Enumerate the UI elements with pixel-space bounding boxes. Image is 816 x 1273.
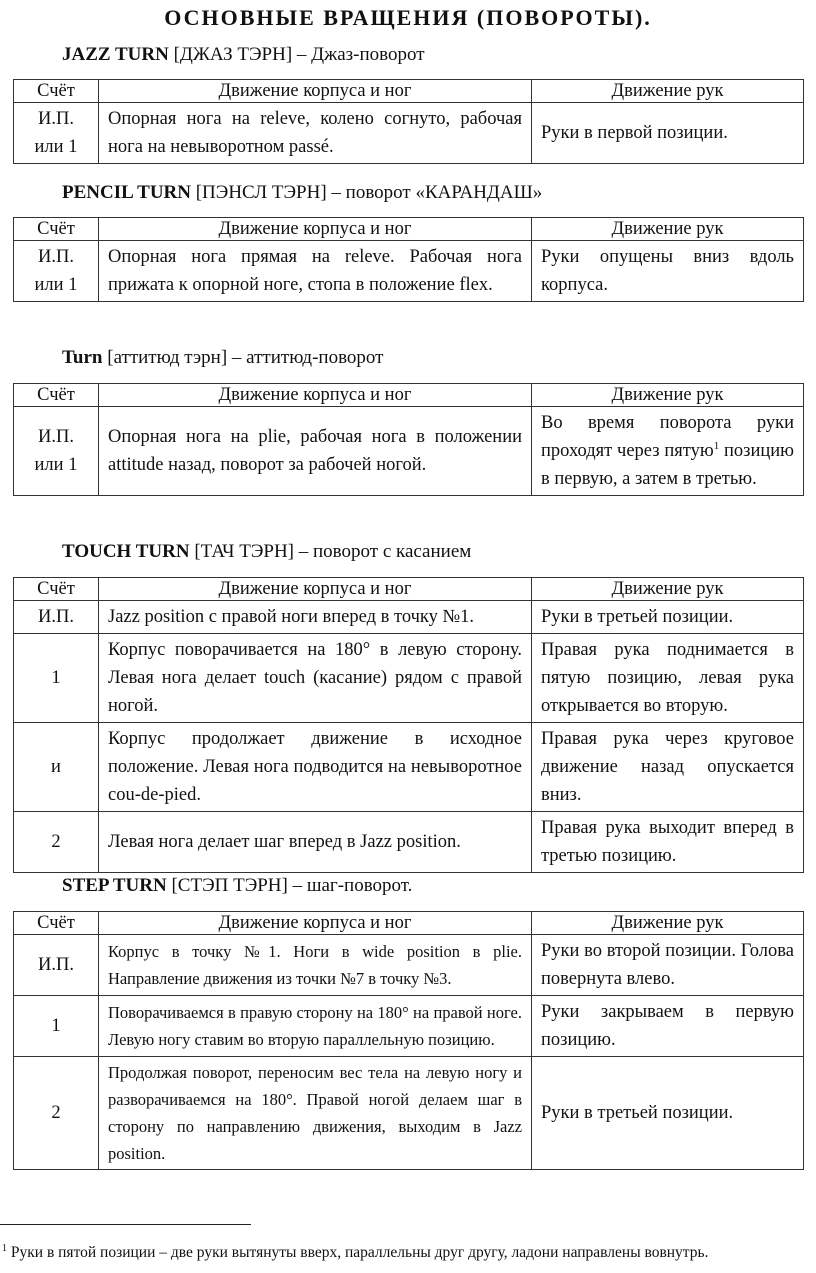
header-arms: Движение рук — [532, 218, 804, 241]
table-step-turn — [13, 911, 804, 1170]
cell-count: И.П. — [14, 601, 99, 634]
cell-arms: Руки во второй позиции. Голова повернута влево. — [532, 935, 804, 996]
header-arms: Движение рук — [532, 384, 804, 407]
header-count: Счёт — [14, 912, 99, 935]
table-row — [14, 241, 804, 302]
header-arms: Движение рук — [532, 912, 804, 935]
cell-body: Поворачиваемся в правую сторону на 180° на правой ноге. Левую ногу ставим во вторую параллельную позицию. — [99, 996, 532, 1057]
cell-arms: Руки закрываем в первую позицию. — [532, 996, 804, 1057]
table-header-row — [14, 578, 804, 601]
section-heading-jazz-turn: JAZZ TURN [ДЖАЗ ТЭРН] – Джаз-поворот — [62, 44, 425, 65]
table-row — [14, 103, 804, 164]
cell-body: Jazz position с правой ноги вперед в точку №1. — [99, 601, 532, 634]
table-row — [14, 1057, 804, 1170]
cell-body: Опорная нога прямая на releve. Рабочая нога прижата к опорной ноге, стопа в положение flex. — [99, 241, 532, 302]
header-body: Движение корпуса и ног — [99, 80, 532, 103]
table-header-row — [14, 912, 804, 935]
section-heading-pencil-turn: PENCIL TURN [ПЭНСЛ ТЭРН] – поворот «КАРАНДАШ» — [62, 182, 543, 203]
table-row — [14, 634, 804, 723]
cell-body: Продолжая поворот, переносим вес тела на левую ногу и разворачиваемся на 180°. Правой ногой делаем шаг в сторону по направлению движения, выходим в Jazz position. — [99, 1057, 532, 1170]
table-pencil-turn — [13, 217, 804, 302]
cell-body: Корпус в точку №1. Ноги в wide position в plie. Направление движения из точки №7 в точку №3. — [99, 935, 532, 996]
cell-body: Опорная нога на releve, колено согнуто, рабочая нога на невыворотном passé. — [99, 103, 532, 164]
header-count: Счёт — [14, 578, 99, 601]
footnote-marker: 1 — [713, 439, 720, 452]
cell-arms: Правая рука поднимается в пятую позицию, левая рука открывается во вторую. — [532, 634, 804, 723]
cell-arms: Во время поворота руки проходят через пятую$^1$ позицию в первую, а затем в третью. — [532, 407, 804, 496]
header-arms: Движение рук — [532, 578, 804, 601]
cell-arms: Руки опущены вниз вдоль корпуса. — [532, 241, 804, 302]
table-row — [14, 601, 804, 634]
footnote-divider — [0, 1224, 251, 1225]
table-attitude-turn — [13, 383, 804, 496]
cell-arms: Руки в первой позиции. — [532, 103, 804, 164]
header-count: Счёт — [14, 384, 99, 407]
table-touch-turn — [13, 577, 804, 873]
header-body: Движение корпуса и ног — [99, 218, 532, 241]
cell-body: Опорная нога на plie, рабочая нога в положении attitude назад, поворот за рабочей ногой. — [99, 407, 532, 496]
footnote-number: 1 — [2, 1242, 7, 1254]
footnote-text: Руки в пятой позиции – две руки вытянуты вверх, параллельны друг другу, ладони направлены вовнутрь. — [7, 1244, 709, 1261]
table-jazz-turn — [13, 79, 804, 164]
table-row — [14, 812, 804, 873]
cell-count: И.П. или 1 — [14, 103, 99, 164]
cell-arms: Руки в третьей позиции. — [532, 1057, 804, 1170]
header-count: Счёт — [14, 218, 99, 241]
table-row — [14, 935, 804, 996]
header-arms: Движение рук — [532, 80, 804, 103]
section-heading-attitude-turn: Turn [аттитюд тэрн] – аттитюд-поворот — [62, 347, 384, 368]
table-header-row — [14, 80, 804, 103]
cell-count: И.П. или 1 — [14, 407, 99, 496]
cell-count: И.П. или 1 — [14, 241, 99, 302]
cell-arms: Правая рука через круговое движение назад опускается вниз. — [532, 723, 804, 812]
cell-body: Корпус поворачивается на 180° в левую сторону. Левая нога делает touch (касание) рядом с правой ногой. — [99, 634, 532, 723]
cell-arms: Правая рука выходит вперед в третью позицию. — [532, 812, 804, 873]
cell-count: 1 — [14, 634, 99, 723]
table-row — [14, 996, 804, 1057]
cell-count: 1 — [14, 996, 99, 1057]
cell-body: Корпус продолжает движение в исходное положение. Левая нога подводится на невыворотное cou-de-pied. — [99, 723, 532, 812]
page-title: ОСНОВНЫЕ ВРАЩЕНИЯ (ПОВОРОТЫ). — [164, 5, 652, 30]
header-body: Движение корпуса и ног — [99, 912, 532, 935]
cell-count: 2 — [14, 812, 99, 873]
section-heading-step-turn: STEP TURN [СТЭП ТЭРН] – шаг-поворот. — [62, 875, 413, 896]
header-count: Счёт — [14, 80, 99, 103]
cell-arms: Руки в третьей позиции. — [532, 601, 804, 634]
footnote — [2, 1244, 708, 1262]
header-body: Движение корпуса и ног — [99, 384, 532, 407]
table-header-row — [14, 384, 804, 407]
cell-count: И.П. — [14, 935, 99, 996]
table-row — [14, 723, 804, 812]
cell-count: и — [14, 723, 99, 812]
header-body: Движение корпуса и ног — [99, 578, 532, 601]
table-header-row — [14, 218, 804, 241]
cell-body: Левая нога делает шаг вперед в Jazz position. — [99, 812, 532, 873]
cell-count: 2 — [14, 1057, 99, 1170]
section-heading-touch-turn: TOUCH TURN [ТАЧ ТЭРН] – поворот с касанием — [62, 541, 472, 562]
table-row — [14, 407, 804, 496]
